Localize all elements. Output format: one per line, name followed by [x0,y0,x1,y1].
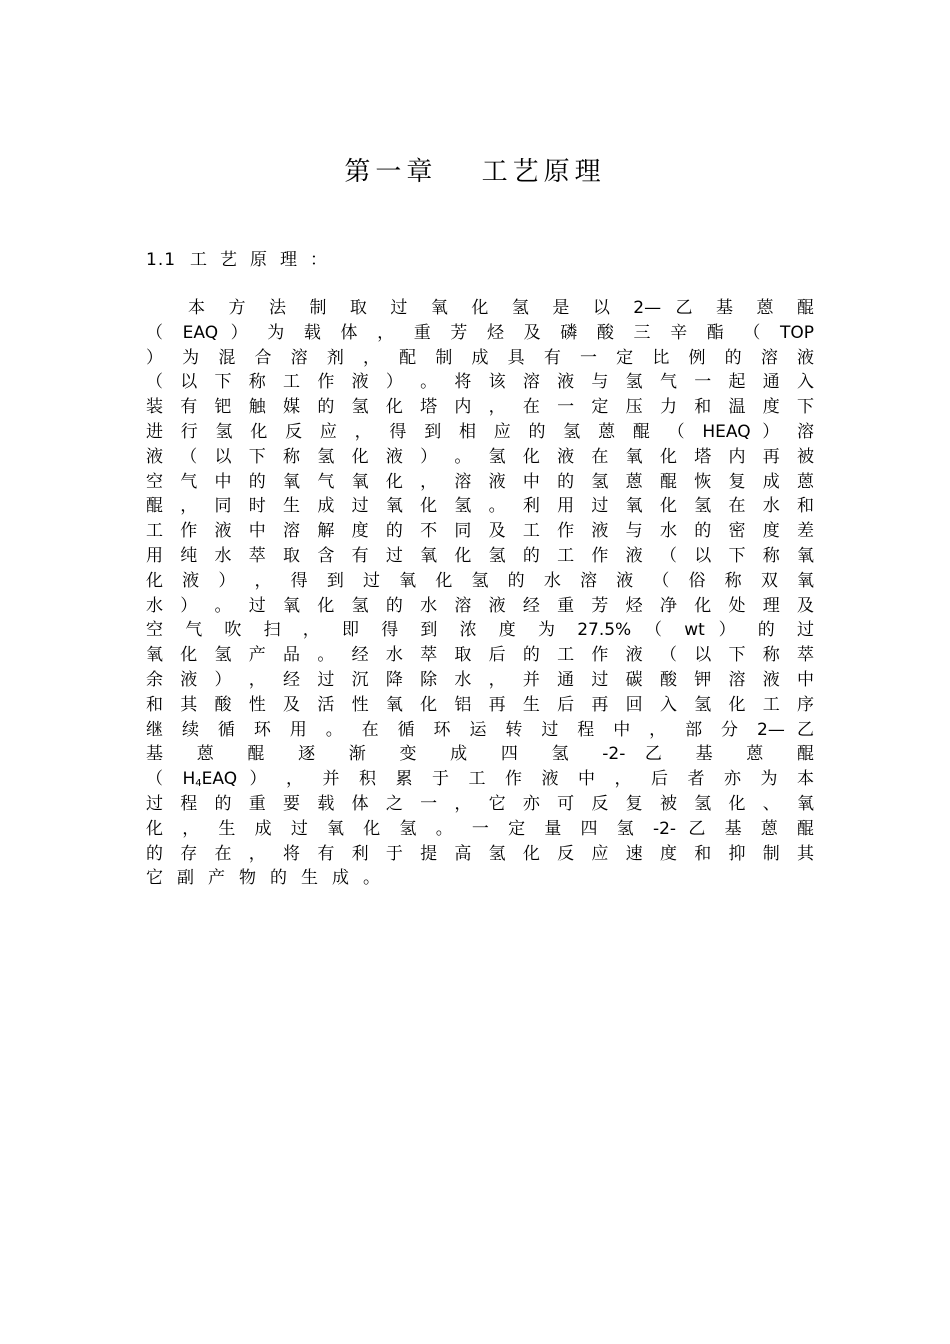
paragraph-line: 过 程 的 重 要 载 体 之 一 ， 它 亦 可 反 复 被 氢 化 、 氧 [146,793,814,814]
section-title: 工艺原理： [190,250,341,270]
paragraph-line: 水 ） 。 过 氧 化 氢 的 水 溶 液 经 重 芳 烃 净 化 处 理 及 [146,595,814,616]
paragraph-line: 装 有 钯 触 媒 的 氢 化 塔 内 ， 在 一 定 压 力 和 温 度 下 [146,397,814,418]
paragraph-line: ） 为 混 合 溶 剂 ， 配 制 成 具 有 一 定 比 例 的 溶 液 [146,347,814,368]
body-paragraph [146,296,814,891]
paragraph-line: 它副产物的生成。 [146,868,394,889]
paragraph-line: 本 方 法 制 取 过 氧 化 氢 是 以 2— 乙 基 蒽 醌 [188,298,814,318]
paragraph-line: 化 ， 生 成 过 氧 化 氢 。 一 定 量 四 氢 -2- 乙 基 蒽 醌 [146,818,814,839]
paragraph-line: （ 以 下 称 工 作 液 ） 。 将 该 溶 液 与 氢 气 一 起 通 入 [146,372,814,393]
subscript: 4 [195,778,202,790]
paragraph-line: 氧 化 氢 产 品 。 经 水 萃 取 后 的 工 作 液 （ 以 下 称 萃 [146,645,814,666]
paragraph-line: 余 液 ） ， 经 过 沉 降 除 水 ， 并 通 过 碳 酸 钾 溶 液 中 [146,669,814,690]
section-number: 1.1 [146,250,177,270]
chapter-title: 第一章 工艺原理 [344,157,606,187]
paragraph-line: 用 纯 水 萃 取 含 有 过 氧 化 氢 的 工 作 液 （ 以 下 称 氧 [146,545,814,566]
paragraph-line: 的 存 在 ， 将 有 利 于 提 高 氢 化 反 应 速 度 和 抑 制 其 [146,843,814,864]
paragraph-line: 化 液 ） ， 得 到 过 氧 化 氢 的 水 溶 液 （ 俗 称 双 氧 [146,570,814,591]
paragraph-line: 进 行 氢 化 反 应 ， 得 到 相 应 的 氢 蒽 醌 （ HEAQ ） 溶 [146,421,814,442]
paragraph-line: 基 蒽 醌 逐 渐 变 成 四 氢 -2- 乙 基 蒽 醌 [146,744,814,765]
paragraph-line: （ EAQ ） 为 载 体 ， 重 芳 烃 及 磷 酸 三 辛 酯 （ TOP [146,322,814,343]
paragraph-line: 空 气 吹 扫 ， 即 得 到 浓 度 为 27.5% （ wt ） 的 过 [146,620,814,641]
paragraph-line: 和 其 酸 性 及 活 性 氧 化 铝 再 生 后 再 回 入 氢 化 工 序 [146,694,814,715]
paragraph-line: 醌 ， 同 时 生 成 过 氧 化 氢 。 利 用 过 氧 化 氢 在 水 和 [146,496,814,517]
section-heading [146,248,340,272]
paragraph-line: （ $H_4EAQ$ ） ， 并 积 累 于 工 作 液 中 ， 后 者 亦 为 本 [146,769,814,790]
paragraph-line: 液 （ 以 下 称 氢 化 液 ） 。 氢 化 液 在 氧 化 塔 内 再 被 [146,446,814,467]
paragraph-line: 继 续 循 环 用 。 在 循 环 运 转 过 程 中 ， 部 分 2— 乙 [146,719,814,740]
paragraph-line: 工 作 液 中 溶 解 度 的 不 同 及 工 作 液 与 水 的 密 度 差 [146,521,814,542]
paragraph-line: 空 气 中 的 氧 气 氧 化 ， 溶 液 中 的 氢 蒽 醌 恢 复 成 蒽 [146,471,814,492]
